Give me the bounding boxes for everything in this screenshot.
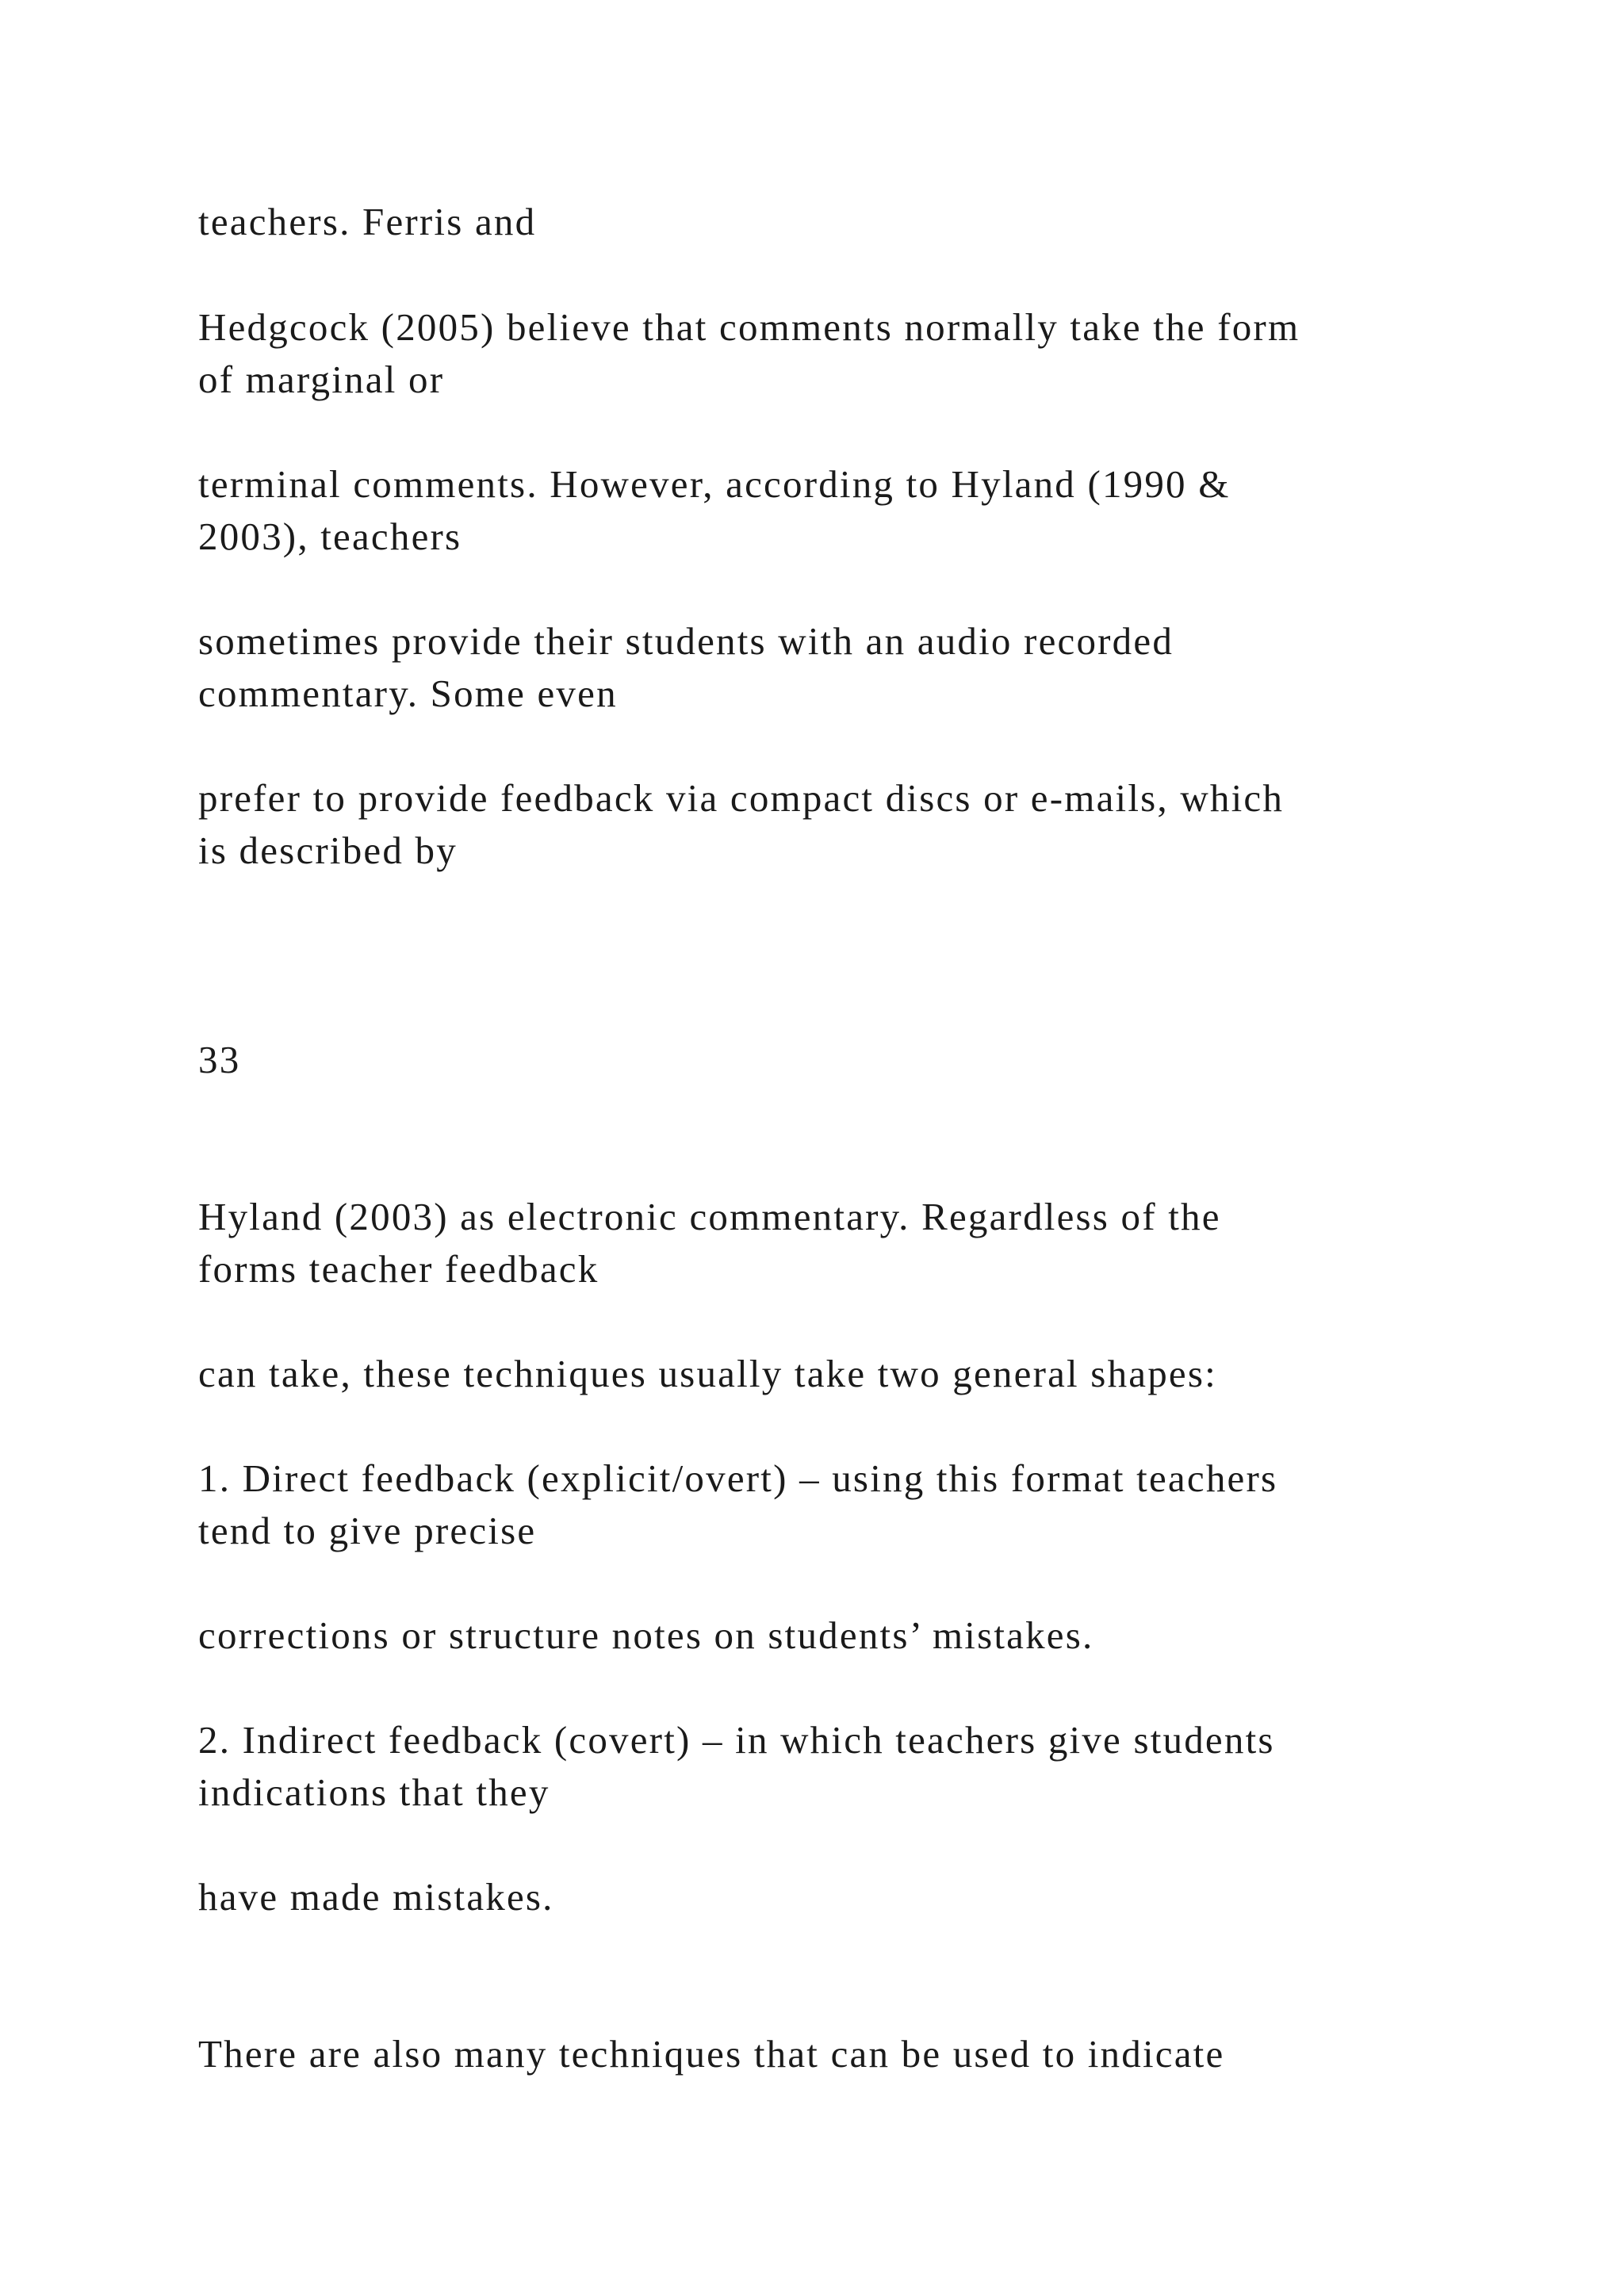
list-item-line: have made mistakes. [198, 1875, 554, 1919]
text-line: teachers. Ferris and [198, 200, 537, 243]
text-line: sometimes provide their students with an audio recorded [198, 619, 1174, 663]
text-line: is described by [198, 828, 458, 872]
text-line: commentary. Some even [198, 672, 618, 715]
text-line: of marginal or [198, 358, 445, 401]
list-item-line: 2. Indirect feedback (covert) – in which teachers give students [198, 1718, 1275, 1762]
list-item-line: corrections or structure notes on students’ mistakes. [198, 1613, 1094, 1657]
page-number: 33 [198, 1038, 241, 1081]
text-line: 2003), teachers [198, 515, 462, 558]
list-item-line: tend to give precise [198, 1509, 537, 1552]
list-item-line: 1. Direct feedback (explicit/overt) – using this format teachers [198, 1456, 1278, 1500]
text-line: prefer to provide feedback via compact discs or e-mails, which [198, 776, 1285, 820]
list-item-line: indications that they [198, 1770, 550, 1814]
text-line: terminal comments. However, according to Hyland (1990 & [198, 462, 1231, 506]
text-line: Hyland (2003) as electronic commentary. Regardless of the [198, 1195, 1221, 1238]
text-line: can take, these techniques usually take two general shapes: [198, 1352, 1217, 1395]
text-line: There are also many techniques that can be used to indicate [198, 2032, 1225, 2076]
text-line: forms teacher feedback [198, 1247, 599, 1291]
text-line: Hedgcock (2005) believe that comments normally take the form [198, 305, 1300, 349]
